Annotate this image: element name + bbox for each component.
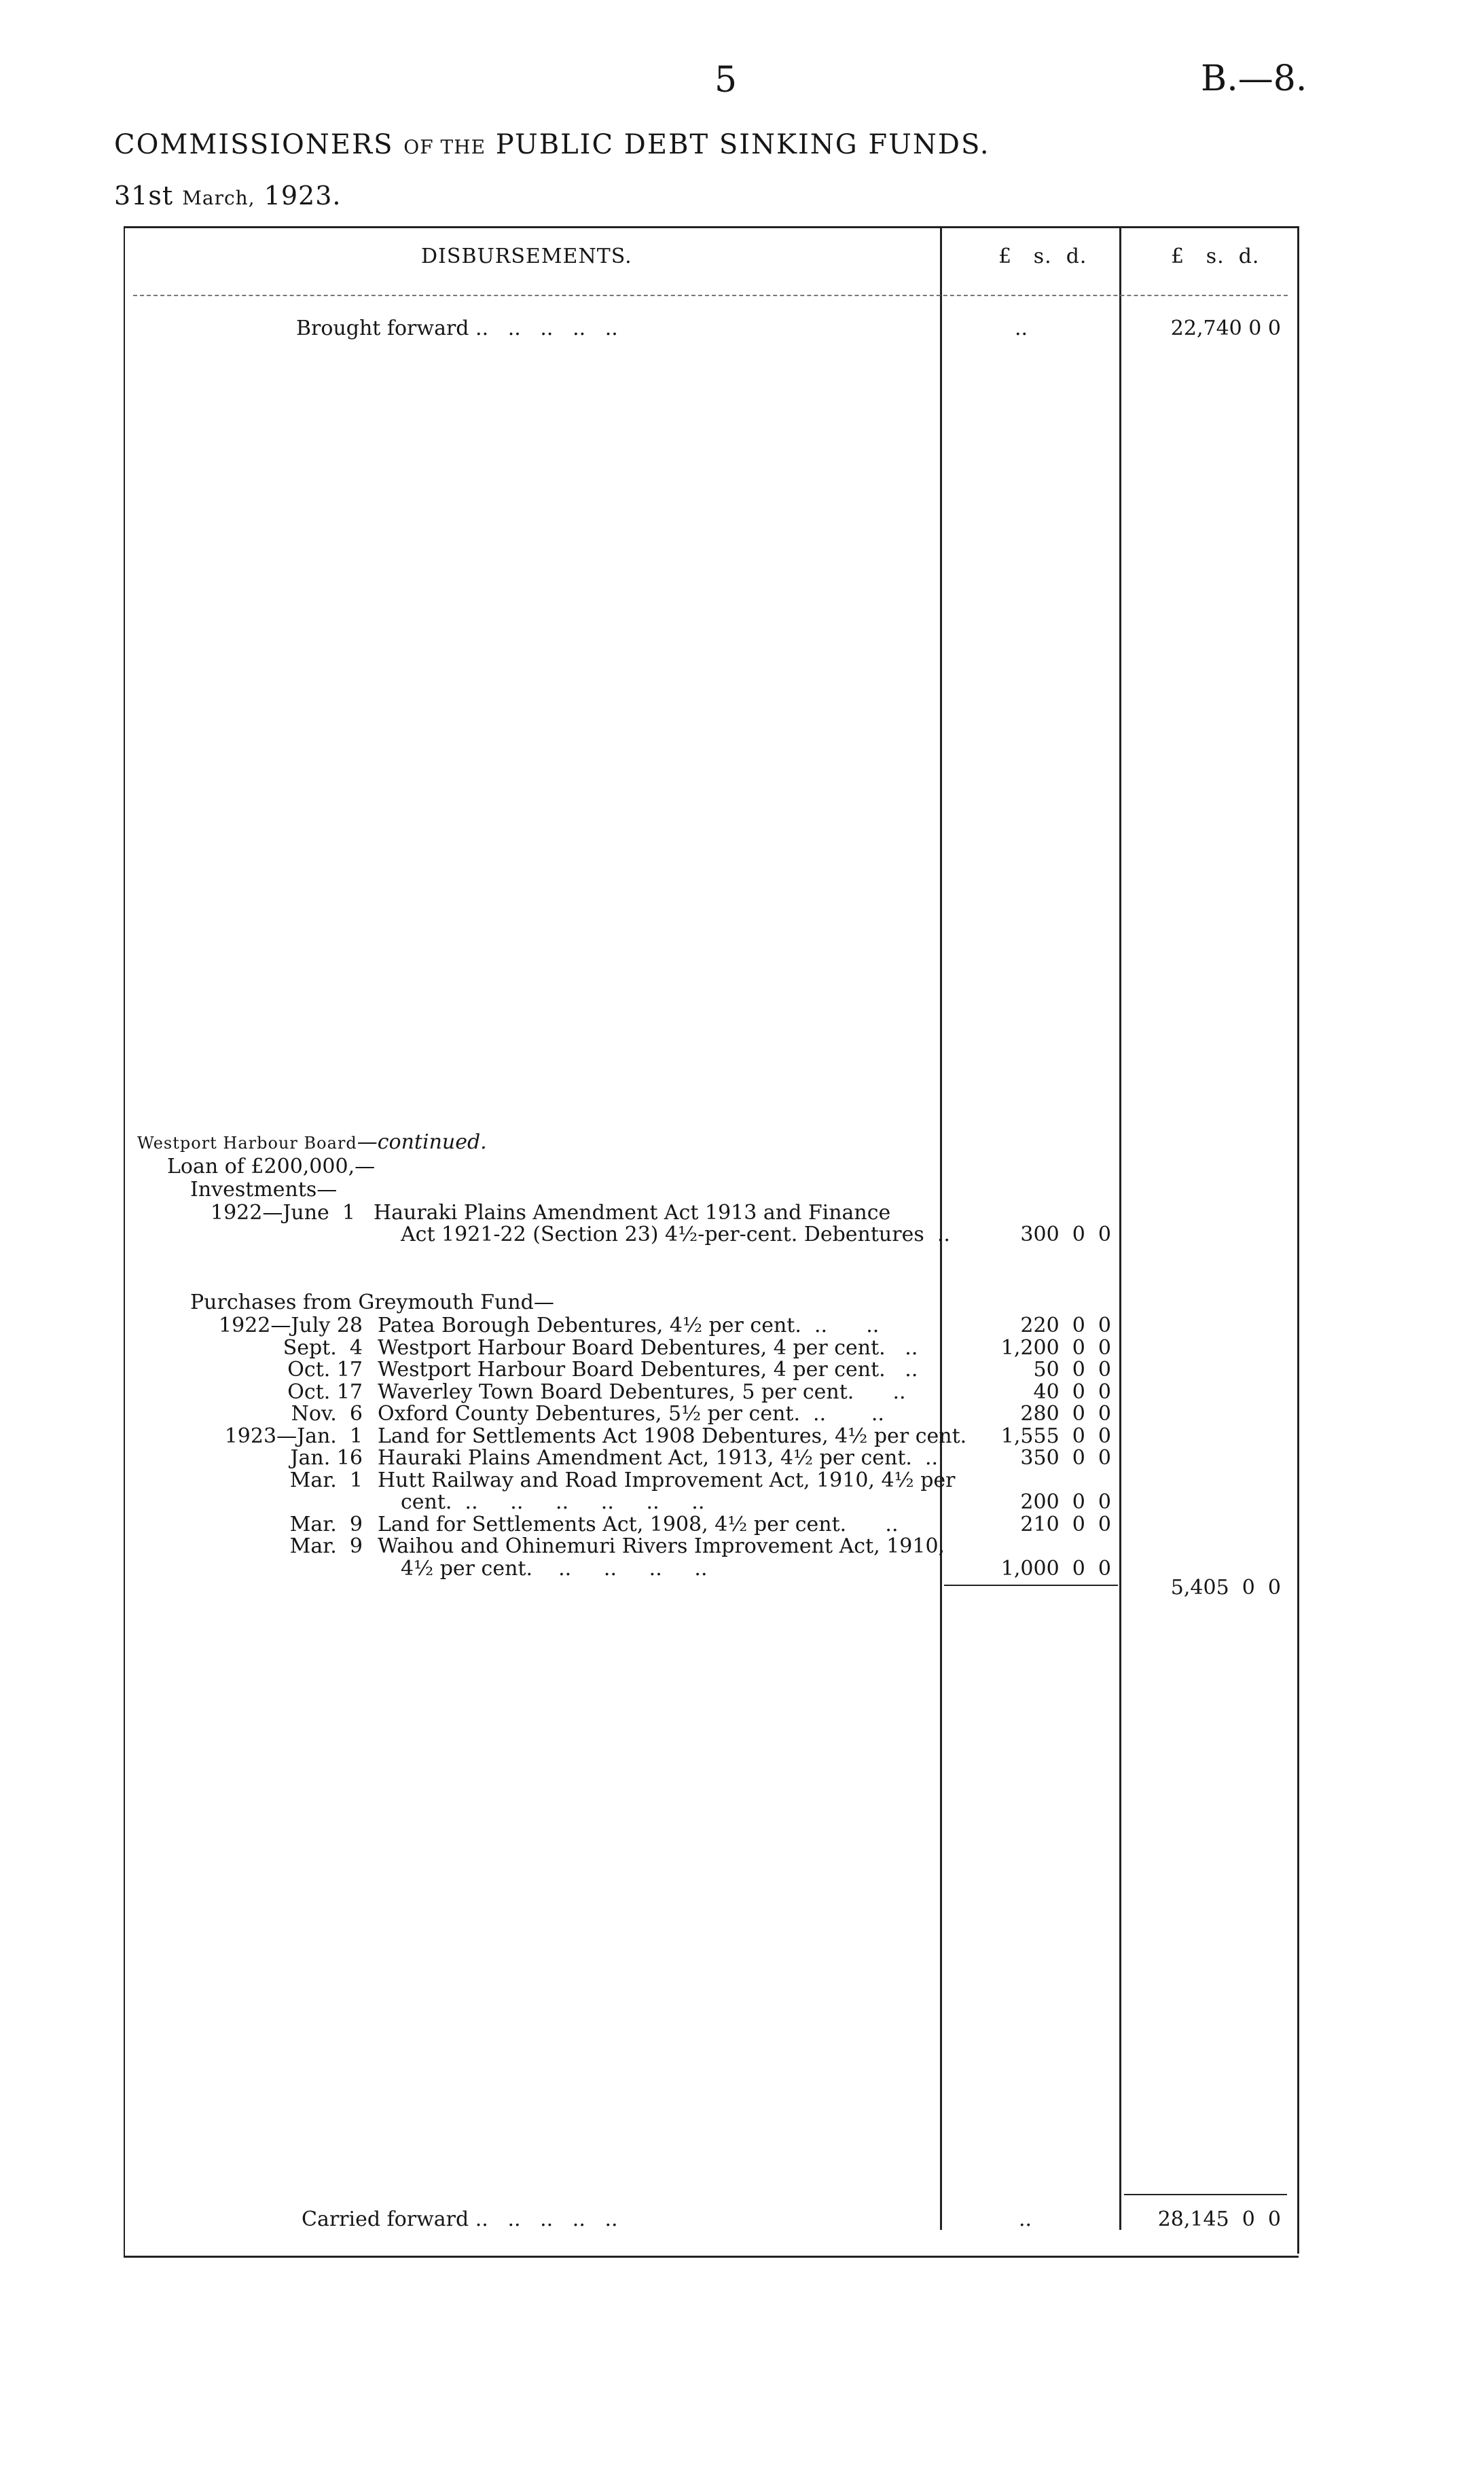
table-right-border <box>1297 226 1299 2254</box>
purchase-row-date: Mar. 9 <box>289 1534 363 1558</box>
total-rule <box>1124 2194 1287 2195</box>
purchase-row-date: Oct. 17 <box>287 1358 363 1382</box>
date-year: 1923. <box>264 181 342 211</box>
carried-forward-label: Carried forward .. .. .. .. .. <box>302 2207 618 2231</box>
brought-forward-label: Brought forward .. .. .. .. .. <box>296 317 618 340</box>
investment-amount: 300 0 0 <box>1020 1223 1111 1246</box>
purchase-row-amount: 50 0 0 <box>1033 1358 1111 1382</box>
purchase-row-description: Waverley Town Board Debentures, 5 per cent. .. <box>378 1379 906 1404</box>
purchase-row-date: Mar. 1 <box>289 1468 363 1492</box>
purchase-row-amount: 220 0 0 <box>1020 1314 1111 1337</box>
brought-forward-col1: .. <box>1015 317 1028 340</box>
purchase-row-description: 4½ per cent. .. .. .. .. <box>401 1556 708 1581</box>
subtotal-rule <box>944 1585 1118 1586</box>
purchase-row-amount: 200 0 0 <box>1020 1490 1111 1514</box>
carried-forward-total: 28,145 0 0 <box>1157 2207 1281 2231</box>
date-month: March, <box>182 187 255 209</box>
title-part-1: COMMISSIONERS <box>114 129 394 160</box>
purchase-row-description: Waihou and Ohinemuri Rivers Improvement Act, 1910, <box>378 1534 945 1558</box>
date-day: 31st <box>114 181 174 211</box>
carried-forward-col1: .. <box>1019 2207 1032 2231</box>
column-divider-2 <box>1119 226 1121 2230</box>
title-of-the: OF THE <box>403 136 486 158</box>
purchase-row-date: Nov. 6 <box>291 1402 363 1426</box>
investments-label: Investments— <box>190 1178 338 1202</box>
purchase-row-date: 1922—July 28 <box>219 1314 363 1337</box>
purchase-row-amount: 1,555 0 0 <box>1000 1424 1111 1448</box>
investment-desc-line-2: Act 1921-22 (Section 23) 4½-per-cent. Debentures .. <box>401 1223 950 1246</box>
purchase-row-date: Mar. 9 <box>289 1512 363 1536</box>
purchases-label: Purchases from Greymouth Fund— <box>190 1291 554 1314</box>
purchases-subtotal: 5,405 0 0 <box>1170 1576 1281 1600</box>
purchase-row-description: Land for Settlements Act, 1908, 4½ per cent. .. <box>378 1512 899 1536</box>
purchase-row-description: Hauraki Plains Amendment Act, 1913, 4½ per cent. .. <box>378 1446 939 1470</box>
purchase-row-amount: 350 0 0 <box>1020 1446 1111 1470</box>
header-separator <box>133 295 1288 296</box>
purchase-row-description: Hutt Railway and Road Improvement Act, 1910, 4½ per <box>378 1468 956 1492</box>
page-title <box>114 129 990 160</box>
brought-forward-total: 22,740 0 0 <box>1170 317 1281 340</box>
purchase-row-date: Sept. 4 <box>283 1335 363 1360</box>
title-part-2: PUBLIC DEBT SINKING FUNDS. <box>495 129 990 160</box>
header-col1-currency: £ s. d. <box>998 245 1087 268</box>
purchase-row-amount: 280 0 0 <box>1020 1402 1111 1426</box>
report-date <box>114 181 341 211</box>
investment-date: 1922—June 1 <box>211 1201 355 1225</box>
loan-label: Loan of £200,000,— <box>167 1155 376 1178</box>
page-number: 5 <box>714 60 738 101</box>
purchase-row-date: 1923—Jan. 1 <box>224 1424 363 1448</box>
header-col2-currency: £ s. d. <box>1171 245 1260 268</box>
purchase-row-date: Jan. 16 <box>290 1446 363 1470</box>
purchase-row-amount: 1,200 0 0 <box>1000 1335 1111 1360</box>
section-heading-name: Westport Harbour Board <box>137 1134 357 1153</box>
purchase-row-description: Patea Borough Debentures, 4½ per cent. .. .. <box>378 1314 880 1337</box>
header-disbursements: DISBURSEMENTS. <box>421 245 632 268</box>
purchase-row-description: Westport Harbour Board Debentures, 4 per cent. .. <box>378 1335 918 1360</box>
purchase-row-description: Oxford County Debentures, 5½ per cent. .. .. <box>378 1402 884 1426</box>
report-code: B.—8. <box>1201 58 1307 99</box>
section-heading-continued: —continued. <box>357 1130 487 1154</box>
purchase-row-amount: 210 0 0 <box>1020 1512 1111 1536</box>
purchase-row-amount: 40 0 0 <box>1033 1379 1111 1404</box>
section-heading <box>137 1130 487 1154</box>
purchase-row-amount: 1,000 0 0 <box>1000 1556 1111 1581</box>
purchase-row-date: Oct. 17 <box>287 1379 363 1404</box>
purchase-row-description: cent. .. .. .. .. .. .. <box>401 1490 705 1514</box>
investment-desc-line-1: Hauraki Plains Amendment Act 1913 and Finance <box>374 1201 891 1225</box>
purchase-row-description: Land for Settlements Act 1908 Debentures, 4½ per cent. <box>378 1424 967 1448</box>
purchase-row-description: Westport Harbour Board Debentures, 4 per cent. .. <box>378 1358 918 1382</box>
